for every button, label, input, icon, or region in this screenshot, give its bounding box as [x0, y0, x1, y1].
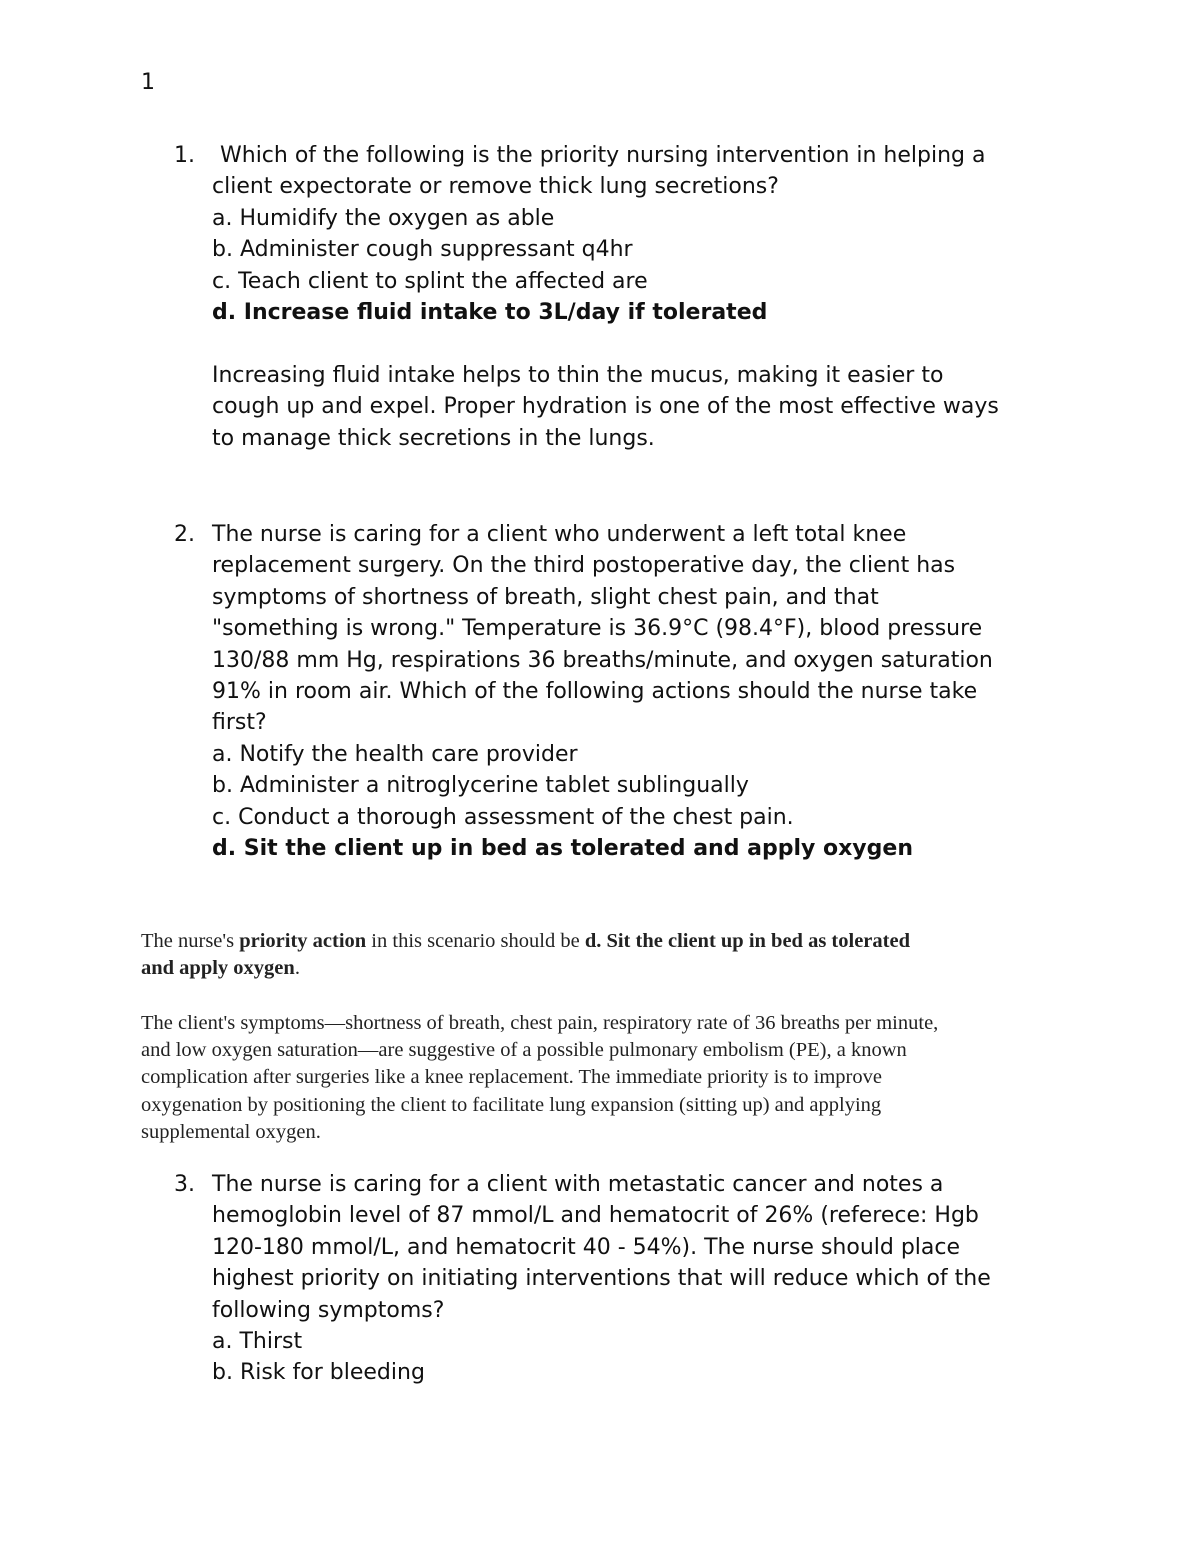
option-c: c. Conduct a thorough assessment of the chest pain. — [212, 804, 794, 830]
question-text-line: following symptoms? — [212, 1297, 445, 1323]
answer-text: . — [294, 957, 300, 980]
explanation-line: Increasing fluid intake helps to thin the mucus, making it easier to — [212, 363, 944, 388]
question-text-line: first? — [212, 710, 267, 736]
question-text-line: 130/88 mm Hg, respirations 36 breaths/minute, and oxygen saturation — [212, 647, 993, 673]
question-text-line: 120-180 mmol/L, and hematocrit 40 - 54%). The nurse should place — [212, 1234, 961, 1260]
explanation-line: to manage thick secretions in the lungs. — [212, 425, 655, 451]
question-text-line: The nurse is caring for a client with metastatic cancer and notes a — [212, 1172, 944, 1197]
question-text-line: 91% in room air. Which of the following actions should the nurse take — [212, 679, 978, 704]
option-a: a. Humidify the oxygen as able — [212, 205, 555, 231]
answer-text: The nurse's — [141, 930, 240, 952]
question-number: 3. — [174, 1172, 195, 1197]
rationale-line: The client's symptoms—shortness of breath, chest pain, respiratory rate of 36 breaths per minute, — [141, 1012, 939, 1034]
rationale-line: complication after surgeries like a knee replacement. The immediate priority is to improve — [141, 1066, 882, 1089]
question-text-line: hemoglobin level of 87 mmol/L and hematocrit of 26% (referece: Hgb — [212, 1203, 979, 1229]
question-text-line: replacement surgery. On the third postoperative day, the client has — [212, 553, 956, 579]
option-c: c. Teach client to splint the affected are — [212, 268, 648, 294]
option-a: a. Thirst — [212, 1329, 303, 1354]
answer-choice: d. Sit the client up in bed as tolerated — [584, 930, 910, 952]
rationale-line: supplemental oxygen. — [141, 1120, 321, 1143]
rationale-line: and low oxygen saturation—are suggestive of a possible pulmonary embolism (PE), a known — [141, 1039, 907, 1062]
option-a: a. Notify the health care provider — [212, 741, 578, 767]
answer-summary — [141, 928, 1071, 982]
option-d-answer: d. Sit the client up in bed as tolerated and apply oxygen — [212, 836, 913, 861]
answer-rationale — [141, 1010, 1071, 1146]
question-number: 1. — [174, 143, 195, 168]
question-text-line: "something is wrong." Temperature is 36.9°C (98.4°F), blood pressure — [212, 616, 983, 642]
answer-text: in this scenario should be — [366, 930, 585, 952]
question-text-line: symptoms of shortness of breath, slight chest pain, and that — [212, 584, 879, 610]
option-b: b. Administer cough suppressant q4hr — [212, 237, 633, 263]
page-number: 1 — [141, 70, 155, 95]
answer-emphasis: priority action — [239, 930, 367, 952]
explanation-line: cough up and expel. Proper hydration is one of the most effective ways — [212, 394, 999, 420]
question-text-line: Which of the following is the priority nursing intervention in helping a — [220, 143, 986, 168]
question-text-line: client expectorate or remove thick lung secretions? — [212, 174, 779, 200]
rationale-line: oxygenation by positioning the client to facilitate lung expansion (sitting up) and applying — [141, 1093, 882, 1116]
question-text-line: highest priority on initiating interventions that will reduce which of the — [212, 1266, 991, 1292]
question-number: 2. — [174, 522, 195, 547]
question-text-line: The nurse is caring for a client who underwent a left total knee — [212, 522, 907, 547]
option-d-answer: d. Increase fluid intake to 3L/day if tolerated — [212, 300, 768, 325]
option-b: b. Administer a nitroglycerine tablet sublingually — [212, 773, 749, 799]
answer-choice: and apply oxygen — [141, 957, 295, 980]
option-b: b. Risk for bleeding — [212, 1360, 425, 1386]
